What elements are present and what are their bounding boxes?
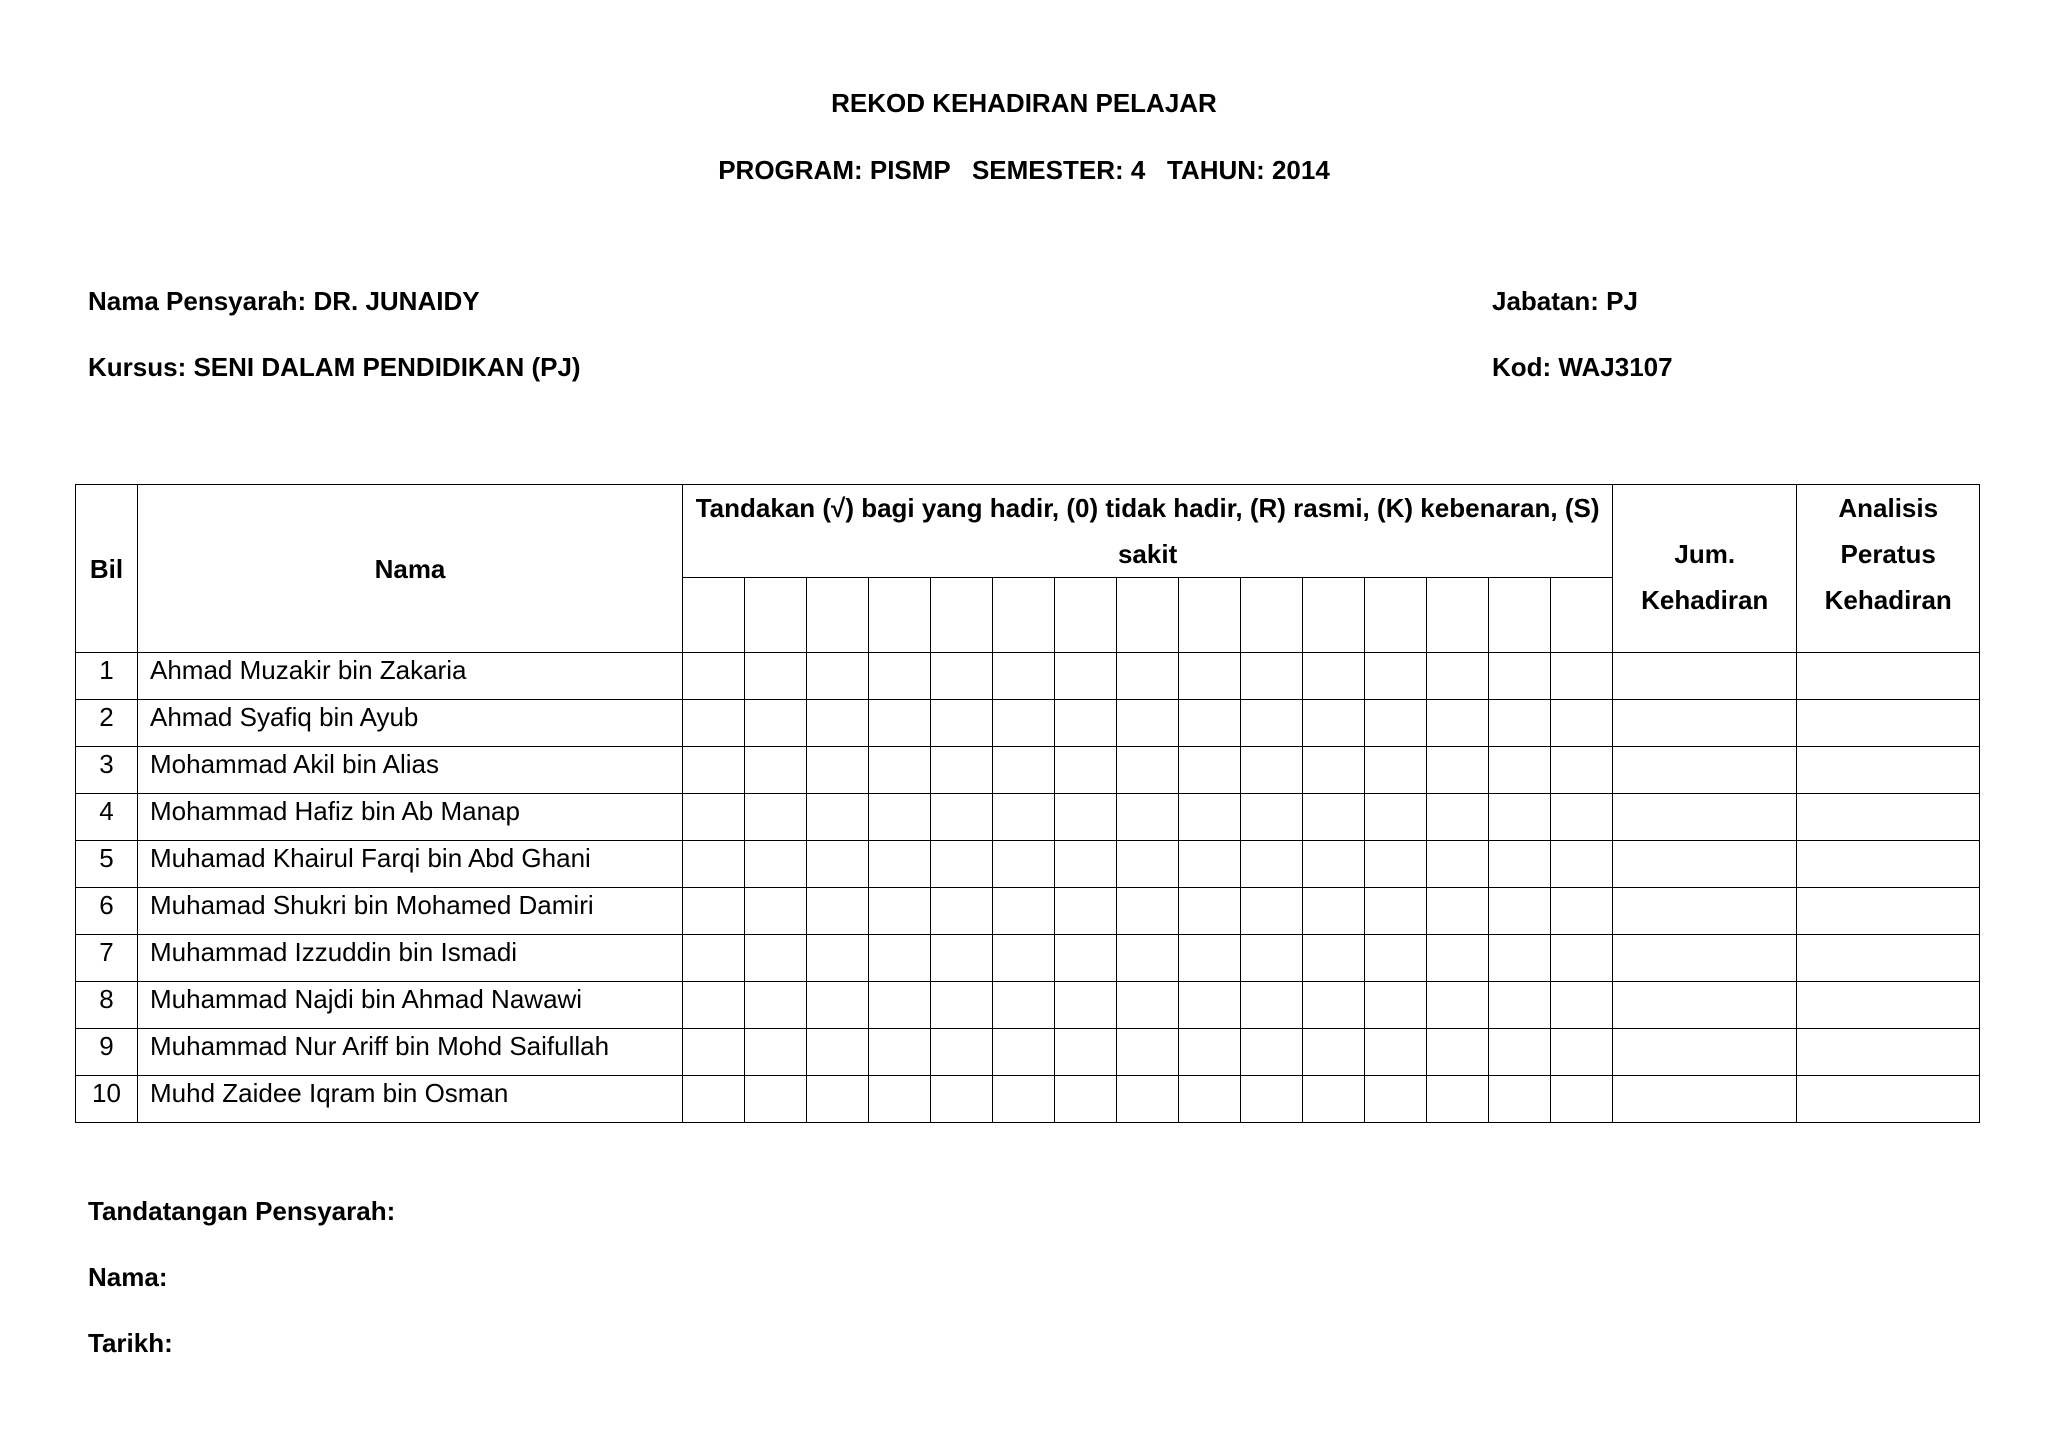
attendance-cell[interactable] [1241,841,1303,888]
date-cell[interactable] [1179,578,1241,653]
attendance-cell[interactable] [993,1029,1055,1076]
lecturer-name: Nama Pensyarah: DR. JUNAIDY [88,286,480,316]
attendance-cell[interactable] [745,841,807,888]
attendance-cell[interactable] [683,794,745,841]
attendance-cell[interactable] [683,841,745,888]
attendance-cell[interactable] [1365,1076,1427,1123]
row-number: 10 [76,1076,138,1123]
attendance-cell[interactable] [931,653,993,700]
student-name: Muhd Zaidee Iqram bin Osman [138,1076,683,1123]
date-cell[interactable] [745,578,807,653]
percentage-cell[interactable] [1797,982,1980,1029]
attendance-cell[interactable] [993,888,1055,935]
total-attendance-cell[interactable] [1613,1029,1797,1076]
attendance-cell[interactable] [1551,794,1613,841]
attendance-cell[interactable] [1179,1029,1241,1076]
table-row [76,747,1980,794]
attendance-cell[interactable] [869,700,931,747]
program-line: PROGRAM: PISMP SEMESTER: 4 TAHUN: 2014 [718,155,1330,185]
date-cell[interactable] [1489,578,1551,653]
attendance-cell[interactable] [1179,888,1241,935]
total-attendance-cell[interactable] [1613,935,1797,982]
table-row [76,1029,1980,1076]
student-name: Muhammad Nur Ariff bin Mohd Saifullah [138,1029,683,1076]
attendance-cell[interactable] [1303,888,1365,935]
attendance-cell[interactable] [1427,935,1489,982]
percentage-cell[interactable] [1797,1029,1980,1076]
attendance-cell[interactable] [993,1076,1055,1123]
student-name: Muhammad Izzuddin bin Ismadi [138,935,683,982]
attendance-cell[interactable] [869,888,931,935]
total-attendance-cell[interactable] [1613,1076,1797,1123]
course-name: Kursus: SENI DALAM PENDIDIKAN (PJ) [88,352,581,382]
total-attendance-cell[interactable] [1613,888,1797,935]
attendance-cell[interactable] [1365,794,1427,841]
attendance-cell[interactable] [1241,1076,1303,1123]
attendance-cell[interactable] [1551,747,1613,794]
student-name: Muhamad Khairul Farqi bin Abd Ghani [138,841,683,888]
attendance-cell[interactable] [683,982,745,1029]
attendance-cell[interactable] [1055,794,1117,841]
date-cell[interactable] [1551,578,1613,653]
row-number: 1 [76,653,138,700]
date-cell[interactable] [931,578,993,653]
table-row [76,653,1980,700]
attendance-cell[interactable] [1427,747,1489,794]
student-name: Ahmad Syafiq bin Ayub [138,700,683,747]
row-number: 2 [76,700,138,747]
attendance-cell[interactable] [1241,1029,1303,1076]
student-name: Mohammad Akil bin Alias [138,747,683,794]
signature-label: Tandatangan Pensyarah: [88,1196,396,1226]
attendance-cell[interactable] [1303,794,1365,841]
attendance-cell[interactable] [745,1076,807,1123]
attendance-cell[interactable] [1117,700,1179,747]
document-title: REKOD KEHADIRAN PELAJAR [831,88,1217,118]
attendance-cell[interactable] [1303,935,1365,982]
attendance-cell[interactable] [1055,888,1117,935]
course-code: Kod: WAJ3107 [1492,352,1673,382]
attendance-cell[interactable] [1241,982,1303,1029]
attendance-cell[interactable] [1117,1076,1179,1123]
attendance-cell[interactable] [1365,747,1427,794]
table-row [76,841,1980,888]
attendance-table [75,484,1980,1123]
attendance-cell[interactable] [869,747,931,794]
table-row [76,982,1980,1029]
attendance-cell[interactable] [1055,1029,1117,1076]
percentage-cell[interactable] [1797,935,1980,982]
attendance-cell[interactable] [683,747,745,794]
total-attendance-cell[interactable] [1613,841,1797,888]
date-cell[interactable] [683,578,745,653]
table-row [76,1076,1980,1123]
attendance-cell[interactable] [1241,653,1303,700]
row-number: 3 [76,747,138,794]
table-row [76,700,1980,747]
attendance-cell[interactable] [683,700,745,747]
attendance-cell[interactable] [1427,888,1489,935]
attendance-cell[interactable] [1179,747,1241,794]
attendance-cell[interactable] [1489,888,1551,935]
attendance-cell[interactable] [1055,982,1117,1029]
attendance-cell[interactable] [1365,1029,1427,1076]
table-row [76,935,1980,982]
attendance-cell[interactable] [931,794,993,841]
attendance-cell[interactable] [1489,653,1551,700]
attendance-cell[interactable] [807,653,869,700]
attendance-cell[interactable] [1179,794,1241,841]
percentage-cell[interactable] [1797,653,1980,700]
attendance-cell[interactable] [1489,935,1551,982]
attendance-cell[interactable] [869,1029,931,1076]
attendance-cell[interactable] [931,888,993,935]
attendance-cell[interactable] [1117,935,1179,982]
attendance-cell[interactable] [1241,700,1303,747]
row-number: 8 [76,982,138,1029]
row-number: 6 [76,888,138,935]
attendance-cell[interactable] [993,700,1055,747]
attendance-cell[interactable] [931,700,993,747]
attendance-cell[interactable] [1117,794,1179,841]
student-name: Muhamad Shukri bin Mohamed Damiri [138,888,683,935]
attendance-cell[interactable] [683,653,745,700]
attendance-cell[interactable] [1241,935,1303,982]
attendance-cell[interactable] [1365,841,1427,888]
attendance-cell[interactable] [807,982,869,1029]
attendance-cell[interactable] [1365,935,1427,982]
name-label: Nama: [88,1262,168,1292]
date-cell[interactable] [1303,578,1365,653]
total-attendance-cell[interactable] [1613,700,1797,747]
attendance-cell[interactable] [683,1029,745,1076]
attendance-cell[interactable] [1303,653,1365,700]
attendance-cell[interactable] [745,700,807,747]
attendance-cell[interactable] [869,982,931,1029]
attendance-cell[interactable] [1055,935,1117,982]
attendance-cell[interactable] [1551,700,1613,747]
attendance-cell[interactable] [1179,1076,1241,1123]
attendance-cell[interactable] [1117,1029,1179,1076]
attendance-cell[interactable] [1427,794,1489,841]
percentage-cell[interactable] [1797,841,1980,888]
attendance-cell[interactable] [1303,841,1365,888]
attendance-cell[interactable] [1055,747,1117,794]
date-cell[interactable] [1055,578,1117,653]
attendance-cell[interactable] [745,653,807,700]
date-cell[interactable] [1365,578,1427,653]
attendance-cell[interactable] [1551,935,1613,982]
header-analisis: Analisis Peratus Kehadiran [1797,485,1980,653]
attendance-cell[interactable] [1055,700,1117,747]
attendance-cell[interactable] [1427,1029,1489,1076]
attendance-cell[interactable] [1427,982,1489,1029]
attendance-cell[interactable] [1489,794,1551,841]
student-name: Ahmad Muzakir bin Zakaria [138,653,683,700]
attendance-cell[interactable] [1179,841,1241,888]
attendance-cell[interactable] [1489,700,1551,747]
attendance-cell[interactable] [869,935,931,982]
total-attendance-cell[interactable] [1613,653,1797,700]
attendance-cell[interactable] [1551,1029,1613,1076]
attendance-cell[interactable] [931,1029,993,1076]
row-number: 4 [76,794,138,841]
attendance-cell[interactable] [1117,653,1179,700]
percentage-cell[interactable] [1797,888,1980,935]
attendance-cell[interactable] [683,1076,745,1123]
attendance-cell[interactable] [1303,747,1365,794]
date-cell[interactable] [1117,578,1179,653]
attendance-cell[interactable] [993,841,1055,888]
total-attendance-cell[interactable] [1613,982,1797,1029]
attendance-cell[interactable] [745,794,807,841]
attendance-cell[interactable] [1055,653,1117,700]
percentage-cell[interactable] [1797,1076,1980,1123]
date-cell[interactable] [1427,578,1489,653]
attendance-cell[interactable] [1241,888,1303,935]
attendance-cell[interactable] [1489,982,1551,1029]
attendance-cell[interactable] [1303,700,1365,747]
attendance-cell[interactable] [807,841,869,888]
attendance-cell[interactable] [869,794,931,841]
attendance-cell[interactable] [993,982,1055,1029]
attendance-cell[interactable] [1179,653,1241,700]
student-name: Muhammad Najdi bin Ahmad Nawawi [138,982,683,1029]
attendance-cell[interactable] [1489,841,1551,888]
attendance-cell[interactable] [745,888,807,935]
attendance-cell[interactable] [1303,1076,1365,1123]
attendance-cell[interactable] [993,747,1055,794]
attendance-cell[interactable] [931,747,993,794]
attendance-cell[interactable] [1303,982,1365,1029]
total-attendance-cell[interactable] [1613,794,1797,841]
date-cell[interactable] [993,578,1055,653]
attendance-cell[interactable] [1117,982,1179,1029]
attendance-cell[interactable] [1427,1076,1489,1123]
attendance-cell[interactable] [1055,841,1117,888]
attendance-cell[interactable] [1427,841,1489,888]
percentage-cell[interactable] [1797,747,1980,794]
attendance-cell[interactable] [745,935,807,982]
attendance-cell[interactable] [807,1076,869,1123]
header-instruction: Tandakan (√) bagi yang hadir, (0) tidak hadir, (R) rasmi, (K) kebenaran, (S) sakit [683,485,1613,578]
attendance-cell[interactable] [745,1029,807,1076]
attendance-cell[interactable] [1551,653,1613,700]
row-number: 7 [76,935,138,982]
attendance-cell[interactable] [1489,747,1551,794]
attendance-cell[interactable] [1055,1076,1117,1123]
attendance-cell[interactable] [683,935,745,982]
attendance-cell[interactable] [1551,888,1613,935]
attendance-cell[interactable] [1179,700,1241,747]
attendance-cell[interactable] [807,1029,869,1076]
attendance-cell[interactable] [807,794,869,841]
date-cell[interactable] [1241,578,1303,653]
percentage-cell[interactable] [1797,794,1980,841]
table-row [76,794,1980,841]
attendance-cell[interactable] [745,747,807,794]
attendance-cell[interactable] [1551,982,1613,1029]
header-nama: Nama [138,485,683,653]
attendance-cell[interactable] [993,794,1055,841]
attendance-cell[interactable] [1427,653,1489,700]
attendance-cell[interactable] [1241,794,1303,841]
attendance-cell[interactable] [807,747,869,794]
header-bil: Bil [76,485,138,653]
attendance-cell[interactable] [745,982,807,1029]
attendance-cell[interactable] [869,653,931,700]
header-jum-kehadiran: Jum. Kehadiran [1613,485,1797,653]
attendance-cell[interactable] [1365,888,1427,935]
attendance-cell[interactable] [1365,700,1427,747]
attendance-cell[interactable] [1551,1076,1613,1123]
percentage-cell[interactable] [1797,700,1980,747]
total-attendance-cell[interactable] [1613,747,1797,794]
attendance-cell[interactable] [807,888,869,935]
student-name: Mohammad Hafiz bin Ab Manap [138,794,683,841]
date-cell[interactable] [807,578,869,653]
attendance-cell[interactable] [1303,1029,1365,1076]
attendance-cell[interactable] [993,653,1055,700]
attendance-cell[interactable] [1551,841,1613,888]
table-row [76,888,1980,935]
attendance-cell[interactable] [931,1076,993,1123]
attendance-cell[interactable] [1179,982,1241,1029]
attendance-cell[interactable] [1365,982,1427,1029]
attendance-cell[interactable] [1489,1076,1551,1123]
attendance-cell[interactable] [1489,1029,1551,1076]
attendance-cell[interactable] [869,1076,931,1123]
department: Jabatan: PJ [1492,286,1638,316]
attendance-cell[interactable] [807,700,869,747]
attendance-cell[interactable] [1117,747,1179,794]
attendance-cell[interactable] [931,982,993,1029]
attendance-cell[interactable] [1427,700,1489,747]
attendance-cell[interactable] [1241,747,1303,794]
attendance-cell[interactable] [1179,935,1241,982]
row-number: 5 [76,841,138,888]
attendance-cell[interactable] [1117,841,1179,888]
attendance-cell[interactable] [807,935,869,982]
attendance-cell[interactable] [931,935,993,982]
attendance-cell[interactable] [683,888,745,935]
attendance-cell[interactable] [1365,653,1427,700]
date-label: Tarikh: [88,1328,173,1358]
attendance-cell[interactable] [869,841,931,888]
date-cell[interactable] [869,578,931,653]
attendance-cell[interactable] [1117,888,1179,935]
attendance-cell[interactable] [993,935,1055,982]
attendance-cell[interactable] [931,841,993,888]
row-number: 9 [76,1029,138,1076]
